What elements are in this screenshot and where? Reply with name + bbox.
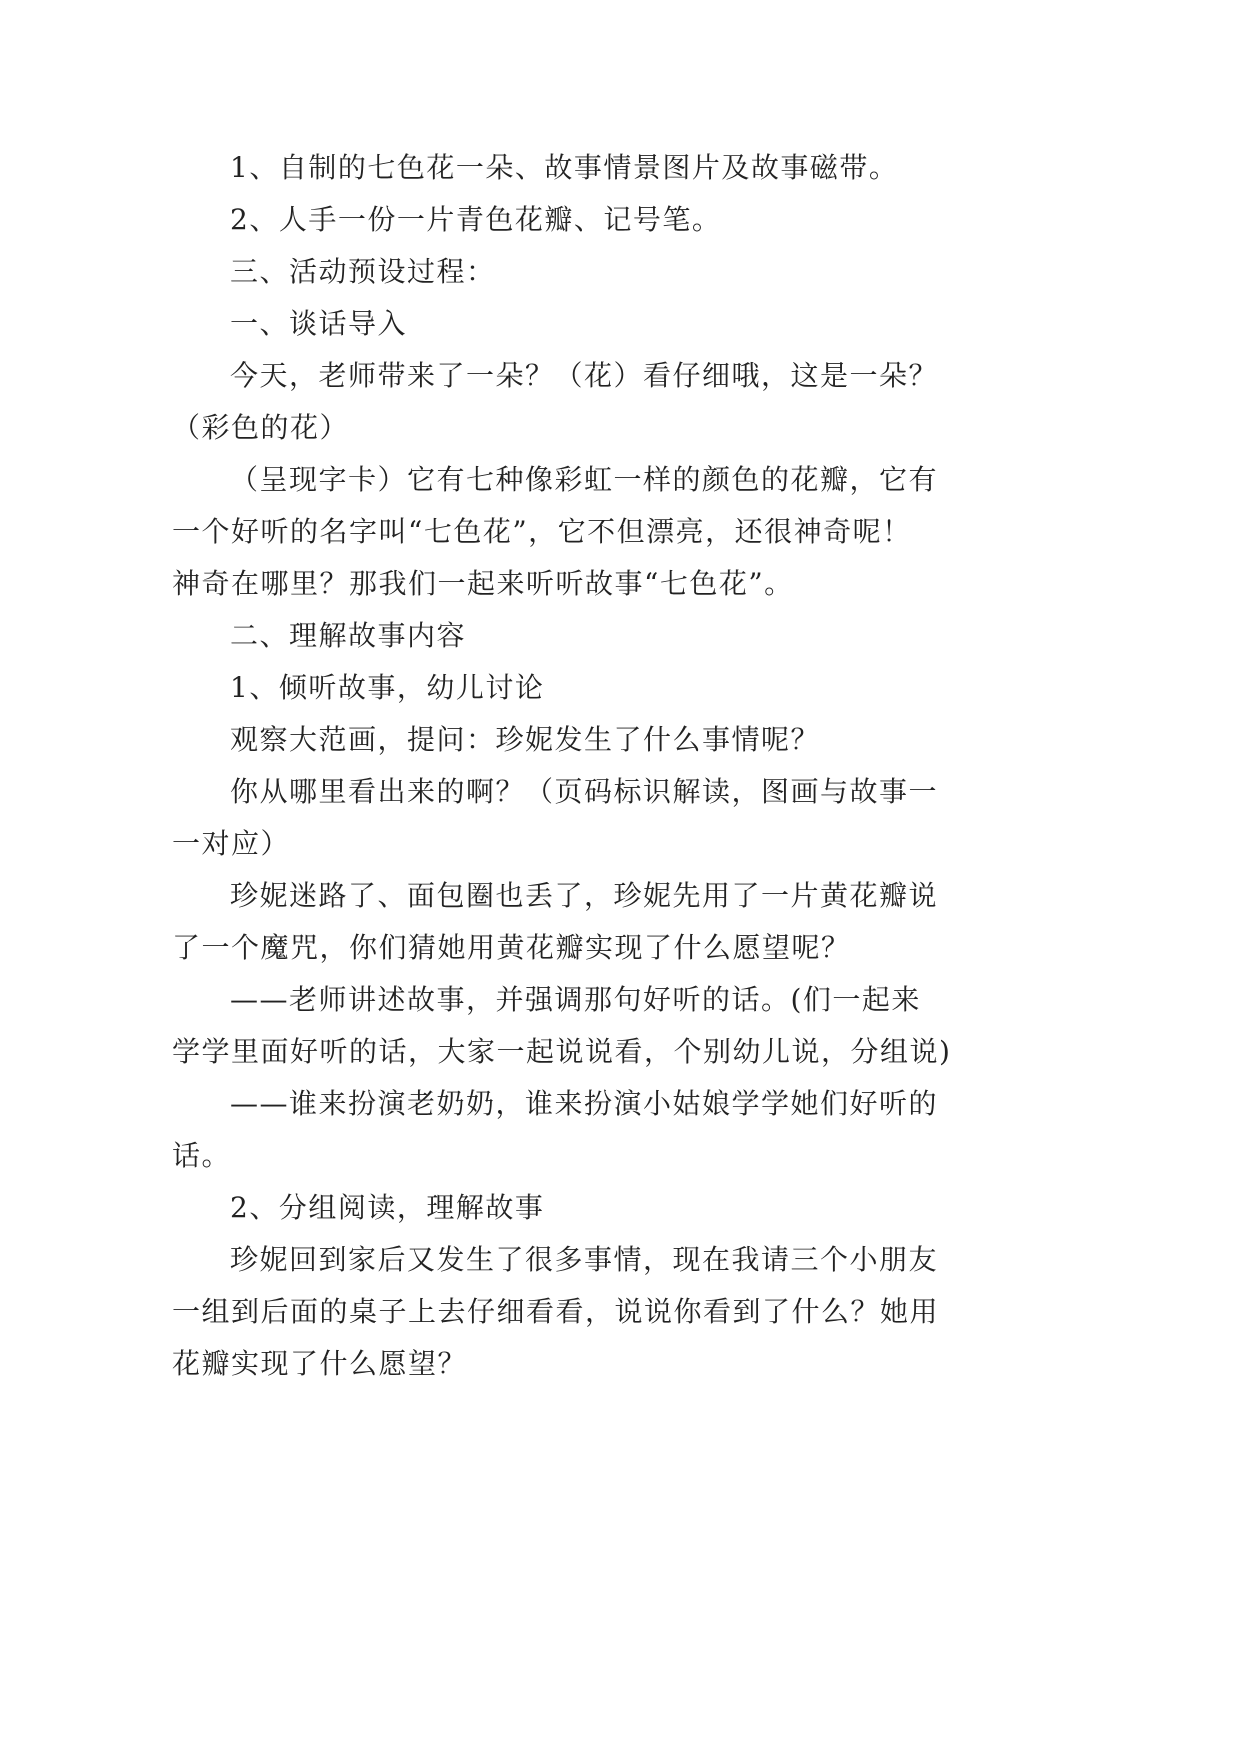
subsection-heading-intro [172, 298, 972, 350]
text-line: 珍妮回到家后又发生了很多事情，现在我请三个小朋友 [230, 1243, 939, 1276]
paragraph-material-2 [172, 194, 972, 246]
text-line: 一个好听的名字叫“七色花”，它不但漂亮，还很神奇呢！ [172, 515, 912, 548]
text-line: 珍妮迷路了、面包圈也丢了，珍妮先用了一片黄花瓣说 [230, 879, 939, 912]
document-body [172, 142, 972, 1390]
paragraph-jenny-lost [172, 870, 972, 974]
text-line: 了一个魔咒，你们猜她用黄花瓣实现了什么愿望呢？ [172, 931, 851, 964]
text-line: 2、人手一份一片青色花瓣、记号笔。 [230, 203, 722, 236]
paragraph-material-1 [172, 142, 972, 194]
text-line: ——老师讲述故事，并强调那句好听的话。(们一起来 [230, 983, 921, 1016]
text-line: 2、分组阅读，理解故事 [230, 1191, 545, 1224]
text-line: 三、活动预设过程： [230, 255, 496, 288]
text-line: 神奇在哪里？那我们一起来听听故事“七色花”。 [172, 567, 794, 600]
text-line: 1、自制的七色花一朵、故事情景图片及故事磁带。 [230, 151, 899, 184]
text-line: 花瓣实现了什么愿望？ [172, 1347, 468, 1380]
text-line: 1、倾听故事，幼儿讨论 [230, 671, 545, 704]
section-heading-process [172, 246, 972, 298]
text-line: 观察大范画，提问：珍妮发生了什么事情呢？ [230, 723, 821, 756]
text-line: ——谁来扮演老奶奶，谁来扮演小姑娘学学她们好听的 [230, 1087, 939, 1120]
paragraph-intro-question [172, 350, 972, 454]
paragraph-where-seen [172, 766, 972, 870]
text-line: 今天，老师带来了一朵？（花）看仔细哦，这是一朵？ [230, 359, 939, 392]
text-line: 一、谈话导入 [230, 307, 408, 340]
text-line: 话。 [172, 1139, 232, 1172]
text-line: 学学里面好听的话，大家一起说说看，个别幼儿说，分组说) [172, 1035, 952, 1068]
subsection-heading-understanding [172, 610, 972, 662]
text-line: 一对应） [172, 827, 291, 860]
text-line: （彩色的花） [172, 411, 350, 444]
text-line: （呈现字卡）它有七种像彩虹一样的颜色的花瓣，它有 [230, 463, 939, 496]
step-heading-group-reading [172, 1182, 972, 1234]
text-line: 你从哪里看出来的啊？（页码标识解读，图画与故事一 [230, 775, 939, 808]
text-line: 一组到后面的桌子上去仔细看看，说说你看到了什么？她用 [172, 1295, 940, 1328]
paragraph-back-home [172, 1234, 972, 1390]
paragraph-word-card [172, 454, 972, 610]
paragraph-observe [172, 714, 972, 766]
paragraph-role-play [172, 1078, 972, 1182]
step-heading-listen [172, 662, 972, 714]
paragraph-teacher-tells [172, 974, 972, 1078]
text-line: 二、理解故事内容 [230, 619, 467, 652]
